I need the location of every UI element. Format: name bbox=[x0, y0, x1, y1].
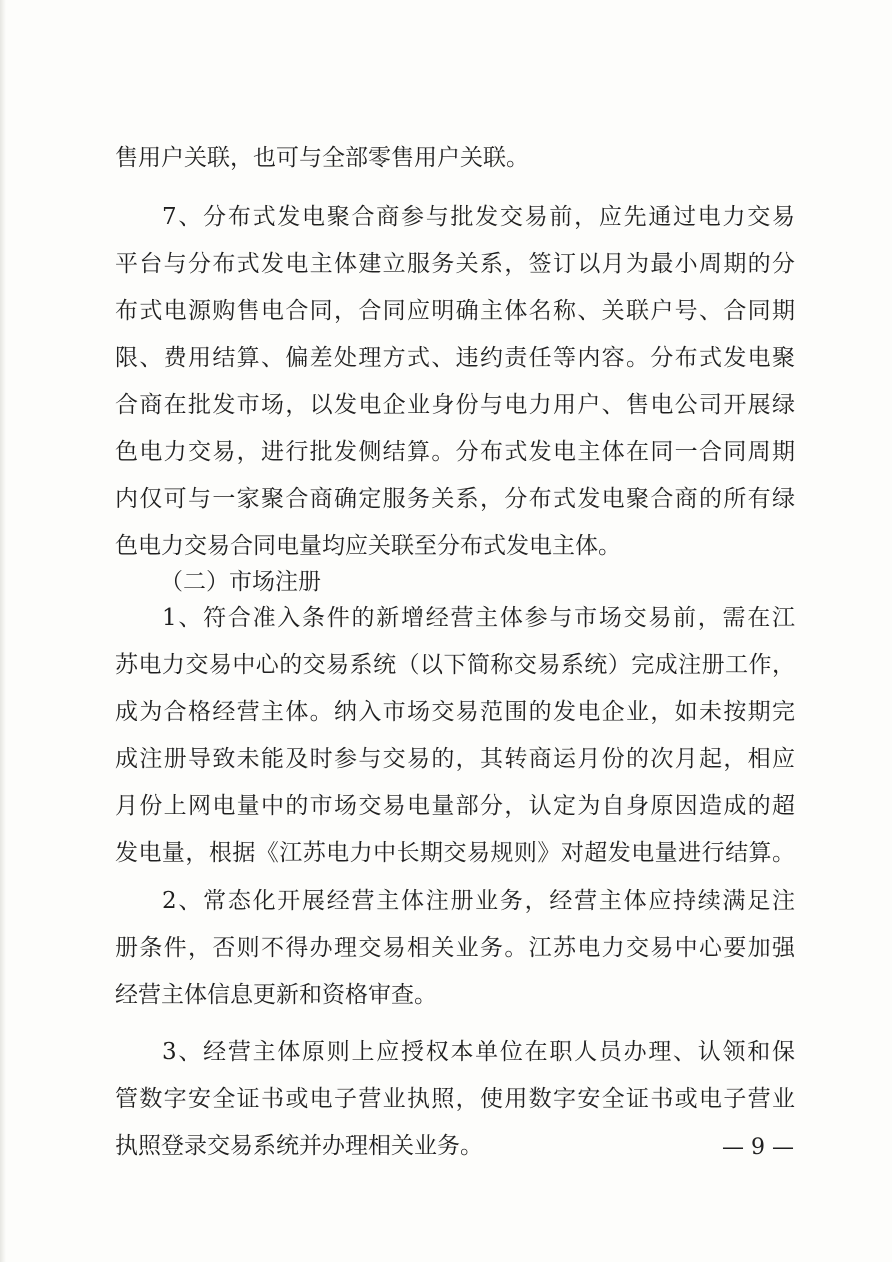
text-line: 月份上网电量中的市场交易电量部分，认定为自身原因造成的超 bbox=[115, 793, 795, 819]
text-line: 限、费用结算、偏差处理方式、违约责任等内容。分布式发电聚 bbox=[115, 345, 795, 371]
text-line: 经营主体信息更新和资格审查。 bbox=[115, 982, 437, 1008]
text-line: 发电量，根据《江苏电力中长期交易规则》对超发电量进行结算。 bbox=[115, 840, 795, 866]
text-line: 成注册导致未能及时参与交易的，其转商运月份的次月起，相应 bbox=[115, 746, 795, 772]
paragraph-start-line: 7、分布式发电聚合商参与批发交易前，应先通过电力交易 bbox=[162, 204, 795, 230]
text-line: 平台与分布式发电主体建立服务关系，签订以月为最小周期的分 bbox=[115, 251, 795, 277]
paragraph-start-line: 1、符合准入条件的新增经营主体参与市场交易前，需在江 bbox=[162, 605, 795, 631]
text-line: 色电力交易合同电量均应关联至分布式发电主体。 bbox=[115, 533, 621, 559]
paragraph-start-line: 3、经营主体原则上应授权本单位在职人员办理、认领和保 bbox=[162, 1039, 795, 1065]
text-line: 成为合格经营主体。纳入市场交易范围的发电企业，如未按期完 bbox=[115, 699, 795, 725]
text-line: 管数字安全证书或电子营业执照，使用数字安全证书或电子营业 bbox=[115, 1086, 795, 1112]
text-line: 合商在批发市场，以发电企业身份与电力用户、售电公司开展绿 bbox=[115, 392, 795, 418]
paragraph-start-line: 2、常态化开展经营主体注册业务，经营主体应持续满足注 bbox=[162, 888, 795, 914]
page-number: — 9 — bbox=[722, 1135, 794, 1160]
text-line: 苏电力交易中心的交易系统（以下简称交易系统）完成注册工作， bbox=[115, 652, 795, 678]
text-line: 售用户关联，也可与全部零售用户关联。 bbox=[115, 145, 529, 171]
text-line: 色电力交易，进行批发侧结算。分布式发电主体在同一合同周期 bbox=[115, 439, 795, 465]
text-line: 执照登录交易系统并办理相关业务。 bbox=[115, 1133, 483, 1159]
section-heading: （二）市场注册 bbox=[160, 569, 321, 595]
text-line: 内仅可与一家聚合商确定服务关系，分布式发电聚合商的所有绿 bbox=[115, 486, 795, 512]
text-line: 册条件，否则不得办理交易相关业务。江苏电力交易中心要加强 bbox=[115, 935, 795, 961]
text-line: 布式电源购售电合同，合同应明确主体名称、关联户号、合同期 bbox=[115, 298, 795, 324]
page-edge-shadow bbox=[0, 0, 6, 1262]
